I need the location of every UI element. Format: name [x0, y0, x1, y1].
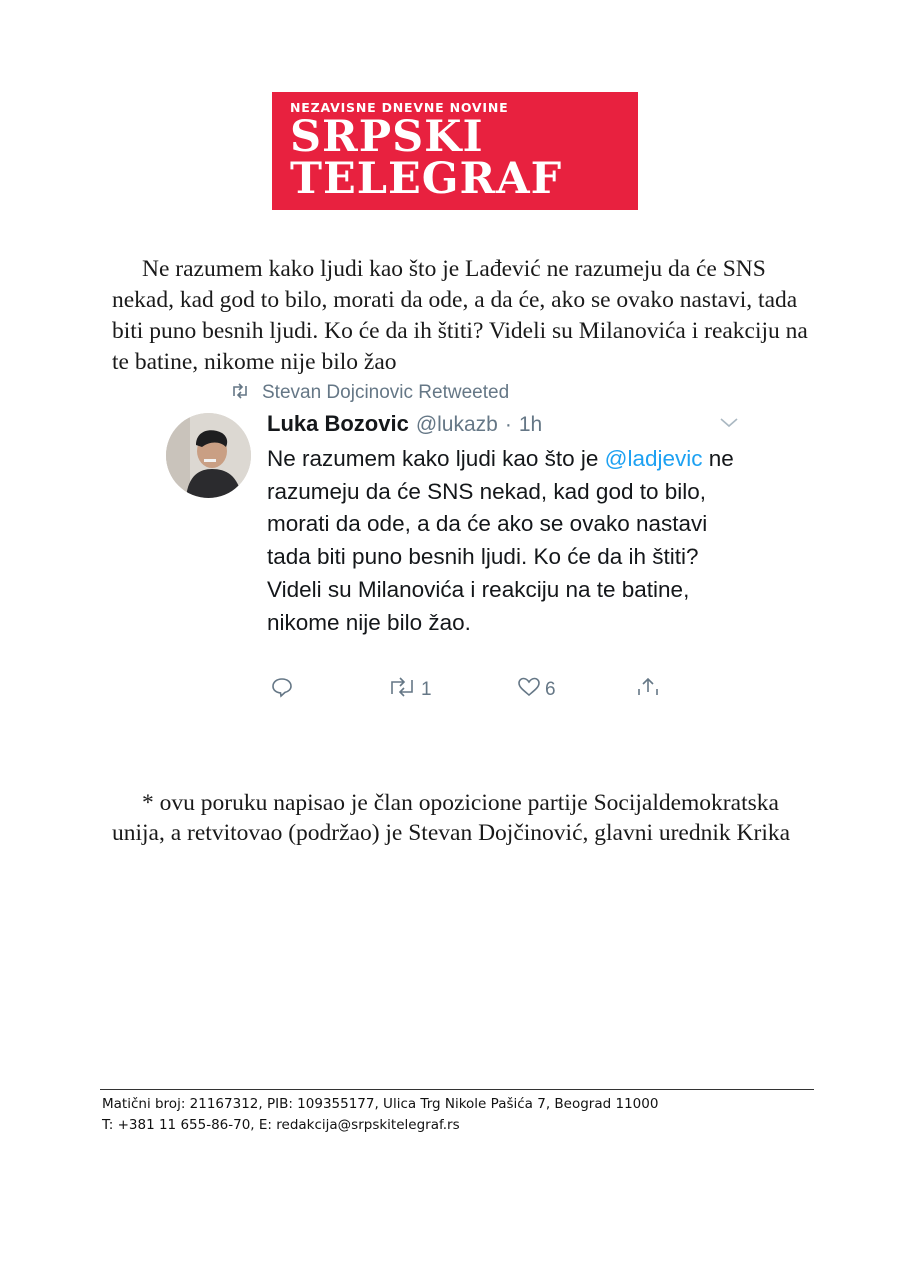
retweet-icon	[386, 676, 418, 704]
tweet-screenshot	[166, 380, 756, 710]
tweet-actions	[270, 676, 740, 704]
like-count: 6	[545, 679, 556, 700]
logo-name-line2: TELEGRAF	[290, 154, 563, 204]
logo-tagline: NEZAVISNE DNEVNE NOVINE	[290, 100, 509, 115]
tweet-text	[267, 443, 737, 639]
avatar[interactable]	[166, 413, 251, 498]
footer-contact-info: T: +381 11 655-86-70, E: redakcija@srpskitelegraf.rs	[102, 1117, 460, 1133]
footnote-paragraph: * ovu poruku napisao je član opozicione partije Socijaldemokratska unija, a retvitovao (podržao) je Stevan Dojčinović, glavni urednik Krika	[112, 790, 791, 846]
share-icon	[634, 676, 662, 704]
retweet-button[interactable]	[386, 676, 432, 704]
author-name[interactable]: Luka Bozovic	[267, 411, 409, 436]
separator-dot: ·	[504, 413, 512, 436]
intro-paragraph: Ne razumem kako ljudi kao što je Lađević ne razumeju da će SNS nekad, kad god to bilo, morati da ode, a da će, ako se ovako nastavi, tada biti puno besnih ljudi. Ko će da ih štiti? Videli su Milanovića i reakciju na te batine, nikome nije bilo žao	[112, 256, 808, 375]
newspaper-logo	[272, 92, 638, 210]
author-handle[interactable]: @lukazb	[415, 413, 498, 436]
reply-icon	[270, 676, 294, 704]
like-button[interactable]	[516, 676, 556, 704]
logo-name-line1: SRPSKI	[290, 112, 484, 162]
footer-company-info: Matični broj: 21167312, PIB: 109355177, Ulica Trg Nikole Pašića 7, Beograd 11000	[102, 1096, 659, 1112]
footer	[102, 1094, 658, 1136]
tweet-author-row	[267, 411, 542, 437]
retweet-indicator	[230, 382, 509, 404]
footer-divider	[100, 1089, 814, 1090]
share-button[interactable]	[634, 676, 662, 704]
reply-button[interactable]	[270, 676, 294, 704]
chevron-down-icon[interactable]	[718, 416, 740, 430]
retweet-icon	[230, 383, 250, 404]
tweet-time[interactable]: 1h	[518, 413, 543, 436]
tweet-text-part-1: Ne razumem kako ljudi kao što je	[267, 446, 605, 471]
tweet-text-part-2: ne razumeju da će SNS nekad, kad god to bilo, morati da ode, a da će ako se ovako nastavi tada biti puno besnih ljudi. Ko će da ih štiti? Videli su Milanovića i reakciju na te batine, nikome nije bilo žao.	[267, 446, 734, 635]
heart-icon	[516, 676, 542, 704]
mention-link[interactable]: @ladjevic	[604, 446, 703, 471]
retweet-label: Stevan Dojcinovic Retweeted	[262, 382, 510, 403]
retweet-count: 1	[421, 679, 432, 700]
